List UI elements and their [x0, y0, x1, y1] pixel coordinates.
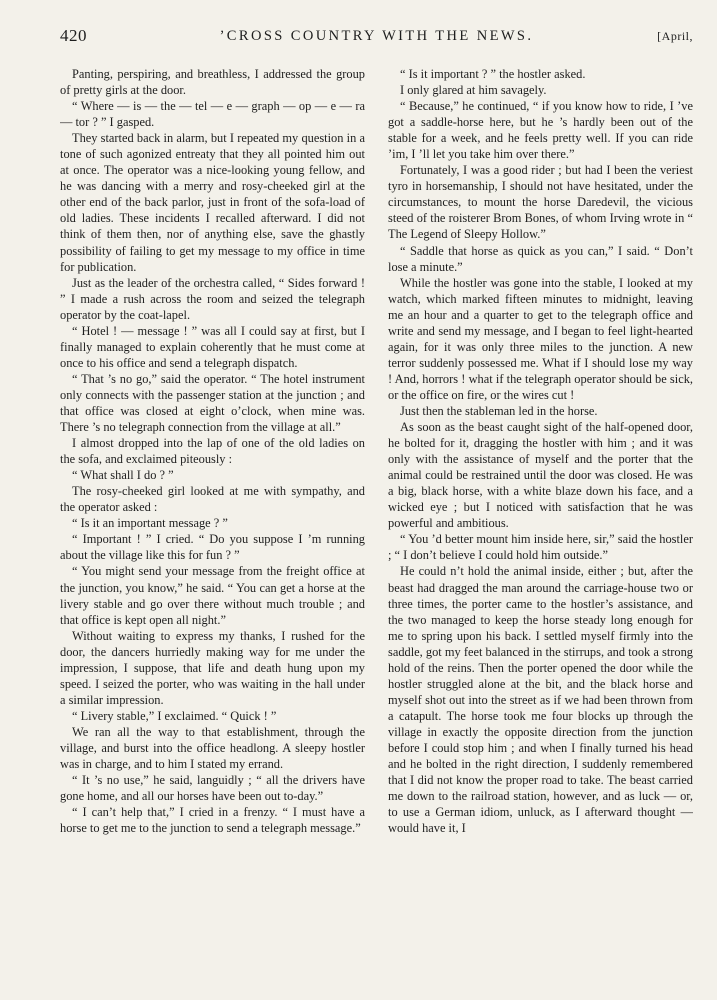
paragraph: “ You ’d better mount him inside here, sir,” said the hostler ; “ I don’t believe I could hold him outside.”: [388, 532, 693, 563]
paragraph: “ Hotel ! — message ! ” was all I could say at first, but I finally managed to explain coherently that he must come at once to his office and send a telegraph dispatch.: [60, 323, 365, 370]
paragraph: While the hostler was gone into the stable, I looked at my watch, which marked fifteen minutes to midnight, leaving me an hour and a quarter to get to the telegraph office and write and send my message, and I began to feel light-hearted again, for it was only three miles to the junction. A new terror suddenly possessed me. What if I should lose my way ! And, horrors ! what if the telegraph operator should be sick, or the office on fire, or the wires cut !: [388, 275, 693, 402]
paragraph: I only glared at him savagely.: [400, 83, 547, 98]
paragraph: “ I can’t help that,” I cried in a frenzy. “ I must have a horse to get me to the junction to send a telegraph message.”: [60, 805, 365, 836]
paragraph: “ Where — is — the — tel — e — graph — op — e — ra — tor ? ” I gasped.: [60, 99, 365, 130]
paragraph: “ Because,” he continued, “ if you know how to ride, I ’ve got a saddle-horse here, but he ’s hardly been out of the stable for a week, and he feels pretty well. If you can ride ’im, I ’ll let you take him over there.”: [388, 99, 693, 162]
paragraph: As soon as the beast caught sight of the half-opened door, he bolted for it, dragging the hostler with him ; and it was only with the assistance of myself and the porter that the animal could be restrained until the door was closed. He was a big, black horse, with a white blaze down his face, and a wicked eye ; but I noticed with satisfaction that he was powerful and ambitious.: [388, 420, 693, 531]
paragraph: “ Saddle that horse as quick as you can,” I said. “ Don’t lose a minute.”: [388, 243, 693, 274]
running-date: [April,: [657, 29, 693, 43]
page-header: [60, 26, 693, 50]
paragraph: Just then the stableman led in the horse.: [400, 403, 598, 418]
paragraph: They started back in alarm, but I repeated my question in a tone of such agonized entreaty that they all pointed him out at once. The operator was a nice-looking young fellow, and he was dancing with a merry and rosy-cheeked girl at the other end of the back parlor, just in front of the sofa-load of old ladies. These incidents I recalled afterward. I did not think of them then, nor of anything else, save the ghastly possibility of failing to get my message to my office in time for publication.: [60, 131, 365, 274]
paragraph: “ Is it important ? ” the hostler asked.: [400, 67, 586, 81]
paragraph: “ Is it an important message ? ”: [72, 516, 228, 531]
text-columns: [60, 66, 693, 966]
paragraph: “ Livery stable,” I exclaimed. “ Quick ! ”: [72, 708, 277, 723]
page-number: 420: [60, 26, 87, 45]
paragraph: Fortunately, I was a good rider ; but had I been the veriest tyro in horsemanship, I should not have hesitated, under the circumstances, to mount the horse Daredevil, the vicious steed of the roisterer Brom Bones, of whom Irving wrote in “ The Legend of Sleepy Hollow.”: [388, 163, 693, 242]
paragraph: “ You might send your message from the freight office at the junction, you know,” he said. “ You can get a horse at the livery stable and go over there without much trouble ; and that office is kept open all night.”: [60, 564, 365, 627]
paragraph: “ It ’s no use,” he said, languidly ; “ all the drivers have gone home, and all our horses have been out to-day.”: [60, 773, 365, 804]
paragraph: He could n’t hold the animal inside, either ; but, after the beast had dragged the man around the carriage-house two or three times, the porter came to the hostler’s assistance, and the two managed to keep the horse steady long enough for me to spring upon his back. I settled myself firmly into the saddle, got my feet balanced in the stirrups, and took a strong hold of the reins. Then the porter opened the door while the hostler struggled alone at the bit, and the black horse and myself shot out into the street as if we had been thrown from a catapult. The horse took me four blocks up through the village in exactly the opposite direction from the junction before I could stop him ; and when I finally turned his head and he bolted in the right direction, I suddenly remembered that I did not know the proper road to take. The beast carried me down to the railroad station, however, and as luck — or, to use a German idiom, unluck, as I afterward thought — would have it, I: [388, 564, 693, 836]
paragraph: Panting, perspiring, and breathless, I addressed the group of pretty girls at the door.: [60, 67, 365, 98]
paragraph: “ What shall I do ? ”: [72, 468, 174, 483]
right-column: [388, 66, 693, 966]
paragraph: I almost dropped into the lap of one of the old ladies on the sofa, and exclaimed piteously :: [60, 436, 365, 467]
paragraph: Just as the leader of the orchestra called, “ Sides forward ! ” I made a rush across the room and seized the telegraph operator by the coat-lapel.: [60, 275, 365, 322]
paragraph: “ Important ! ” I cried. “ Do you suppose I ’m running about the village like this for fun ? ”: [60, 532, 365, 563]
left-column: [60, 66, 365, 966]
paragraph: We ran all the way to that establishment, through the village, and burst into the office headlong. A sleepy hostler was in charge, and to him I stated my errand.: [60, 724, 365, 772]
paragraph: The rosy-cheeked girl looked at me with sympathy, and the operator asked :: [60, 484, 365, 515]
paragraph: Without waiting to express my thanks, I rushed for the door, the dancers hurriedly making way for me under the impression, I suppose, that life and death hung upon my speed. I seized the porter, who was waiting in the hall under a similar impression.: [60, 628, 365, 707]
running-title: ’CROSS COUNTRY WITH THE NEWS.: [219, 28, 534, 44]
paragraph: “ That ’s no go,” said the operator. “ The hotel instrument only connects with the passenger station at the junction ; and that office was closed at eight o’clock, when mine was. There ’s no telegraph connection from the village at all.”: [60, 371, 365, 435]
